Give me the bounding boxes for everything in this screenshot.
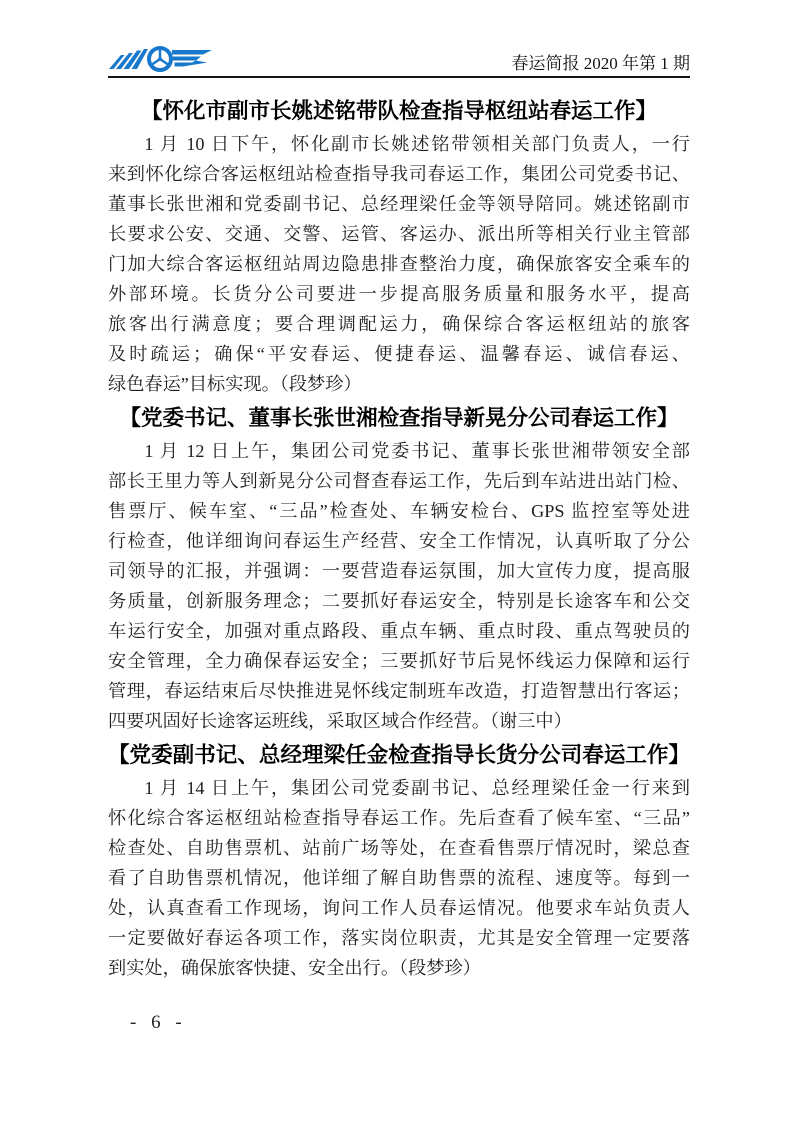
section-headline: 【党委副书记、总经理梁任金检查指导长货分公司春运工作】 xyxy=(108,743,690,767)
body-text-line: 管理，春运结束后尽快推进晃怀线定制班车改造，打造智慧出行客运； xyxy=(108,681,690,701)
news-section xyxy=(108,402,690,736)
body-text-line: 来到怀化综合客运枢纽站检查指导我司春运工作，集团公司党委书记、 xyxy=(108,164,690,184)
body-text-line: 1 月 14 日上午，集团公司党委副书记、总经理梁任金一行来到 xyxy=(144,778,690,798)
section-headline: 【党委书记、董事长张世湘检查指导新晃分公司春运工作】 xyxy=(119,406,679,430)
page-number: - 6 - xyxy=(130,1012,187,1033)
body-text-line: 司领导的汇报，并强调：一要营造春运氛围，加大宣传力度，提高服 xyxy=(108,561,690,581)
body-text-line: 外部环境。长货分公司要进一步提高服务质量和服务水平，提高 xyxy=(108,284,690,304)
news-section xyxy=(108,95,690,399)
body-text-line: 到实处，确保旅客快捷、安全出行。（段梦珍） xyxy=(108,958,481,978)
body-text-line: 1 月 12 日上午，集团公司党委书记、董事长张世湘带领安全部 xyxy=(144,441,690,461)
winged-wheel-logo-icon xyxy=(108,44,213,74)
section-headline: 【怀化市副市长姚述铭带队检查指导枢纽站春运工作】 xyxy=(140,99,657,123)
bulletin-issue-title: 春运简报 2020 年第 1 期 xyxy=(511,54,690,74)
page-header xyxy=(108,40,690,78)
company-logo xyxy=(108,43,213,74)
news-section xyxy=(108,739,690,983)
body-text-line: 四要巩固好长途客运班线，采取区域合作经营。（谢三中） xyxy=(108,711,572,731)
body-text-line: 及时疏运；确保“平安春运、便捷春运、温馨春运、诚信春运、 xyxy=(108,344,690,364)
body-text-line: 检查处、自助售票机、站前广场等处，在查看售票厅情况时，梁总查 xyxy=(108,838,690,858)
sections-container xyxy=(108,95,690,983)
body-text-line: 部长王里力等人到新晃分公司督查春运工作，先后到车站进出站门检、 xyxy=(108,471,690,491)
body-text-line: 长要求公安、交通、交警、运管、客运办、派出所等相关行业主管部 xyxy=(108,224,690,244)
body-text-line: 行检查，他详细询问春运生产经营、安全工作情况，认真听取了分公 xyxy=(108,531,690,551)
body-text-line: 董事长张世湘和党委副书记、总经理梁任金等领导陪同。姚述铭副市 xyxy=(108,194,690,214)
body-text-line: 绿色春运”目标实现。（段梦珍） xyxy=(108,374,362,394)
body-text-line: 门加大综合客运枢纽站周边隐患排查整治力度，确保旅客安全乘车的 xyxy=(108,254,690,274)
body-text-line: 1 月 10 日下午，怀化副市长姚述铭带领相关部门负责人，一行 xyxy=(144,134,690,154)
body-text-line: 怀化综合客运枢纽站检查指导春运工作。先后查看了候车室、“三品” xyxy=(108,808,690,828)
body-text-line: 售票厅、候车室、“三品”检查处、车辆安检台、GPS 监控室等处进 xyxy=(108,501,690,521)
body-text-line: 一定要做好春运各项工作，落实岗位职责，尤其是安全管理一定要落 xyxy=(108,928,690,948)
body-text-line: 旅客出行满意度；要合理调配运力，确保综合客运枢纽站的旅客 xyxy=(108,314,690,334)
body-text-line: 车运行安全，加强对重点路段、重点车辆、重点时段、重点驾驶员的 xyxy=(108,621,690,641)
body-text-line: 安全管理，全力确保春运安全；三要抓好节后晃怀线运力保障和运行 xyxy=(108,651,690,671)
body-text-line: 看了自助售票机情况，他详细了解自助售票的流程、速度等。每到一 xyxy=(108,868,690,888)
body-text-line: 处，认真查看工作现场，询问工作人员春运情况。他要求车站负责人 xyxy=(108,898,690,918)
body-text-line: 务质量，创新服务理念；二要抓好春运安全，特别是长途客车和公交 xyxy=(108,591,690,611)
